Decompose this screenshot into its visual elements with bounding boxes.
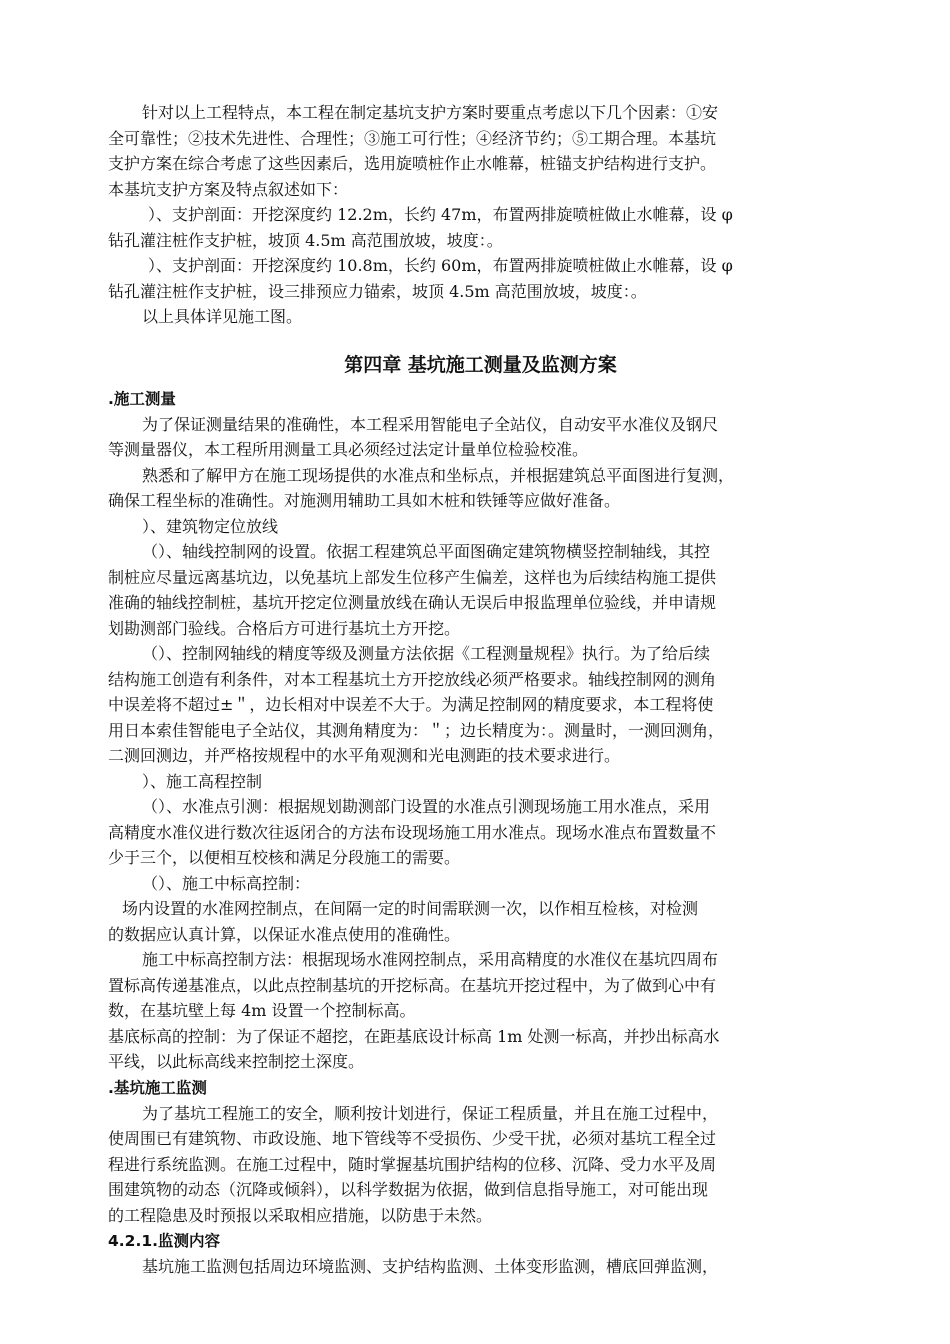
text-line: 数，在基坑壁上每 4m 设置一个控制标高。 — [108, 1001, 416, 1020]
text-line: 置标高传递基准点，以此点控制基坑的开挖标高。在基坑开挖过程中，为了做到心中有 — [108, 975, 717, 995]
text-line: 使周围已有建筑物、市政设施、地下管线等不受损伤、少受干扰，必须对基坑工程全过 — [108, 1129, 717, 1148]
survey-paragraph-1 — [108, 412, 853, 463]
elevation-method-paragraph — [108, 947, 853, 1024]
text-line: 二测回测边，并严格按规程中的水平角观测和光电测距的技术要求进行。 — [108, 746, 621, 765]
text-line: 钻孔灌注桩作支护桩，坡顶 4.5m 高范围放坡，坡度：。 — [108, 230, 503, 250]
text-line: 为了基坑工程施工的安全，顺利按计划进行，保证工程质量，并且在施工过程中， — [142, 1103, 719, 1123]
survey-paragraph-2 — [108, 463, 853, 514]
profile-paragraph-1 — [108, 202, 853, 253]
text-line: 程进行系统监测。在施工过程中，随时掌握基坑围护结构的位移、沉降、受力水平及周 — [108, 1154, 717, 1174]
subsection-title-monitoring-content: 4.2.1.监测内容 — [108, 1232, 221, 1250]
elevation-control-paragraph — [108, 896, 853, 947]
text-line: 基底标高的控制：为了保证不超挖，在距基底设计标高 1m 处测一标高，并抄出标高水 — [108, 1026, 720, 1046]
bottom-elevation-paragraph — [108, 1024, 853, 1075]
monitoring-content-paragraph — [108, 1254, 853, 1280]
text-line: 平线，以此标高线来控制挖土深度。 — [108, 1052, 365, 1071]
text-line: 基坑施工监测包括周边环境监测、支护结构监测、土体变形监测，槽底回弹监测， — [142, 1257, 719, 1276]
text-line: 针对以上工程特点，本工程在制定基坑支护方案时要重点考虑以下几个因素：①安 — [142, 103, 719, 122]
text-line: （）、轴线控制网的设置。依据工程建筑总平面图确定建筑物横竖控制轴线，其控 — [142, 542, 711, 561]
text-line: 钻孔灌注桩作支护桩，设三排预应力锚索，坡顶 4.5m 高范围放坡，坡度：。 — [108, 281, 647, 301]
text-line: 结构施工创造有利条件，对本工程基坑土方开挖放线必须严格要求。轴线控制网的测角 — [108, 669, 717, 689]
text-line: 围建筑物的动态（沉降或倾斜），以科学数据为依据，做到信息指导施工，对可能出现 — [108, 1180, 709, 1199]
text-line: （）、控制网轴线的精度等级及测量方法依据《工程测量规程》执行。为了给后续 — [142, 644, 711, 663]
text-line: ）、支护剖面：开挖深度约 10.8m，长约 60m，布置两排旋喷桩做止水帷幕，设 φ — [148, 256, 733, 275]
text-line: 确保工程坐标的准确性。对施测用辅助工具如木桩和铁锤等应做好准备。 — [108, 491, 621, 510]
benchmark-paragraph — [108, 794, 853, 871]
intro-paragraph — [108, 100, 853, 202]
subsection-title-elevation: ）、施工高程控制 — [142, 771, 263, 791]
see-drawing-note: 以上具体详见施工图。 — [142, 307, 303, 326]
section-title-survey: .施工测量 — [108, 389, 176, 408]
text-line: 少于三个，以便相互校核和满足分段施工的需要。 — [108, 848, 461, 867]
text-line: 用日本索佳智能电子全站仪，其测角精度为：＂；边长精度为：。测量时，一测回测角， — [108, 720, 725, 740]
text-line: 熟悉和了解甲方在施工现场提供的水准点和坐标点，并根据建筑总平面图进行复测， — [142, 465, 735, 485]
monitoring-paragraph — [108, 1101, 853, 1229]
text-line: 准确的轴线控制桩，基坑开挖定位测量放线在确认无误后申报监理单位验线，并申请规 — [108, 593, 717, 612]
text-line: （）、水准点引测：根据规划勘测部门设置的水准点引测现场施工用水准点，采用 — [142, 797, 711, 816]
text-line: 等测量器仪，本工程所用测量工具必须经过法定计量单位检验校准。 — [108, 440, 589, 459]
text-line: 本基坑支护方案及特点叙述如下： — [108, 179, 349, 199]
text-line: 场内设置的水准网控制点，在间隔一定的时间需联测一次，以作相互检核，对检测 — [122, 899, 699, 918]
subsection-title-positioning: ）、建筑物定位放线 — [142, 516, 279, 536]
text-line: 的工程隐患及时预报以采取相应措施，以防患于未然。 — [108, 1205, 493, 1225]
text-line: 为了保证测量结果的准确性，本工程采用智能电子全站仪，自动安平水准仪及钢尺 — [142, 414, 719, 434]
text-line: 的数据应认真计算，以保证水准点使用的准确性。 — [108, 924, 461, 944]
text-line: 高精度水准仪进行数次往返闭合的方法布设现场施工用水准点。现场水准点布置数量不 — [108, 822, 717, 842]
text-line: 划勘测部门验线。合格后方可进行基坑土方开挖。 — [108, 618, 461, 638]
precision-paragraph — [108, 641, 853, 769]
section-title-monitoring: .基坑施工监测 — [108, 1078, 207, 1097]
text-line: 支护方案在综合考虑了这些因素后，选用旋喷桩作止水帷幕，桩锚支护结构进行支护。 — [108, 154, 717, 173]
document-page — [108, 100, 853, 1280]
text-line: ）、支护剖面：开挖深度约 12.2m，长约 47m，布置两排旋喷桩做止水帷幕，设 φ — [148, 205, 733, 224]
chapter-title: 第四章 基坑施工测量及监测方案 — [344, 353, 617, 376]
text-line: 施工中标高控制方法：根据现场水准网控制点，采用高精度的水准仪在基坑四周布 — [142, 950, 719, 969]
text-line: 全可靠性；②技术先进性、合理性；③施工可行性；④经济节约；⑤工期合理。本基坑 — [108, 128, 717, 148]
text-line: 中误差将不超过±＂，边长相对中误差不大于。为满足控制网的精度要求，本工程将使 — [108, 695, 714, 714]
elevation-control-title: （）、施工中标高控制： — [142, 873, 311, 893]
profile-paragraph-2 — [108, 253, 853, 304]
axis-network-paragraph — [108, 539, 853, 641]
text-line: 制桩应尽量远离基坑边，以免基坑上部发生位移产生偏差，这样也为后续结构施工提供 — [108, 567, 717, 587]
